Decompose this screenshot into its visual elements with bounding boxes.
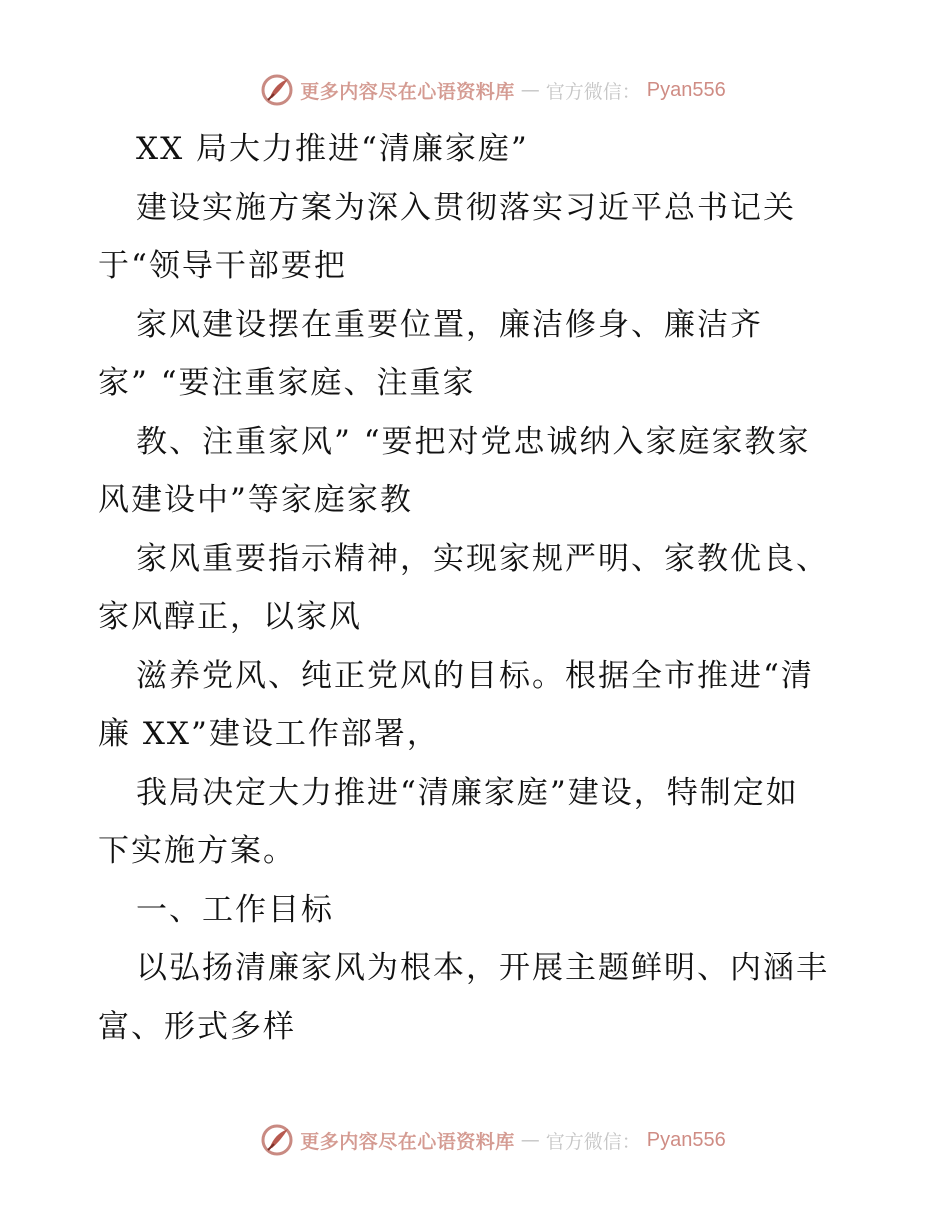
document-line: 廉 XX”建设工作部署， — [98, 716, 440, 752]
header-banner-text: 更多内容尽在心语资料库 — [300, 80, 515, 103]
footer-wechat-handle: Pyan556 — [646, 1128, 726, 1151]
footer-banner-inner — [260, 1123, 726, 1157]
quill-logo-icon — [260, 1123, 294, 1157]
document-line: 滋养党风、纯正党风的目标。根据全市推进“清 — [136, 657, 814, 694]
header-watermark-banner — [0, 70, 950, 110]
document-line: 我局决定大力推进“清廉家庭”建设，特制定如 — [136, 774, 799, 811]
document-line: 于“领导干部要把 — [98, 248, 347, 284]
document-body — [98, 120, 858, 1056]
document-line: XX 局大力推进“清廉家庭” — [136, 131, 529, 167]
document-line: 家” “要注重家庭、注重家 — [98, 365, 476, 401]
document-line: 家风建设摆在重要位置，廉洁修身、廉洁齐 — [136, 306, 763, 343]
document-line: 富、形式多样 — [98, 1008, 296, 1045]
quill-logo-icon — [260, 73, 294, 107]
footer-banner-separator: — — [520, 1129, 540, 1151]
header-banner-separator: — — [520, 79, 540, 101]
document-line: 家风重要指示精神，实现家规严明、家教优良、 — [136, 540, 829, 577]
document-line: 以弘扬清廉家风为根本，开展主题鲜明、内涵丰 — [136, 950, 829, 986]
document-line: 建设实施方案为深入贯彻落实习近平总书记关 — [136, 189, 796, 226]
document-line: 家风醇正，以家风 — [98, 599, 362, 635]
footer-banner-text: 更多内容尽在心语资料库 — [300, 1130, 515, 1153]
footer-wechat-label: 官方微信： — [545, 1130, 641, 1153]
header-wechat-label: 官方微信： — [545, 80, 641, 103]
document-line: 教、注重家风” “要把对党忠诚纳入家庭家教家 — [136, 423, 811, 460]
footer-watermark-banner — [0, 1120, 950, 1160]
section-heading: 一、工作目标 — [136, 891, 334, 928]
document-line: 风建设中”等家庭家教 — [98, 482, 413, 518]
header-banner-inner — [260, 73, 726, 107]
document-line: 下实施方案。 — [98, 833, 296, 869]
header-wechat-handle: Pyan556 — [646, 78, 726, 101]
